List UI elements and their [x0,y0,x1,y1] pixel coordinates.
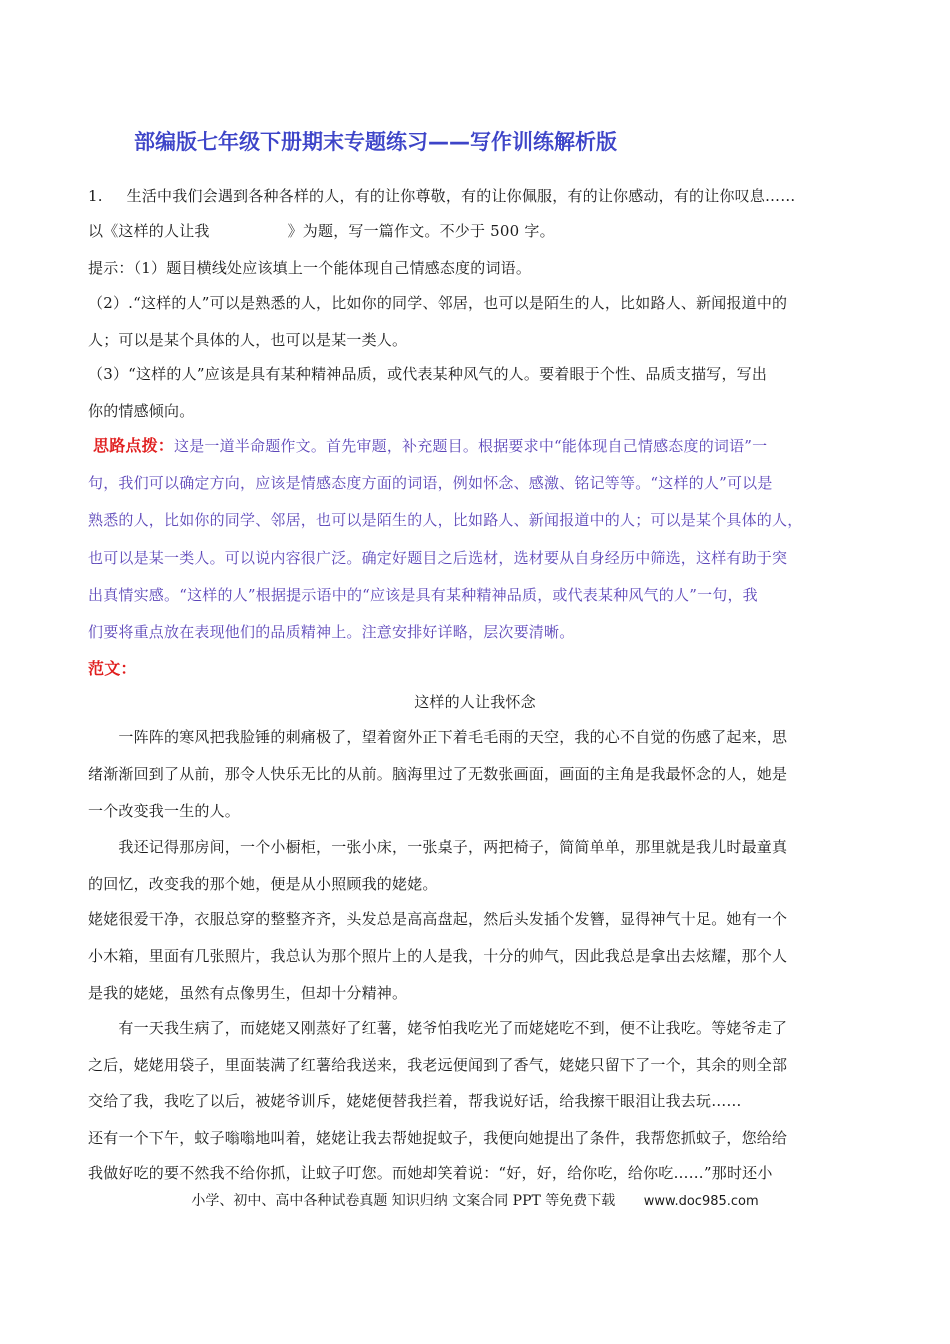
tip-line: （3）“这样的人”应该是具有某种精神品质，或代表某种风气的人。要着眼于个性、品质支描写，写出 [88,365,768,383]
essay-line: 小木箱，里面有几张照片，我总认为那个照片上的人是我，十分的帅气，因此我总是拿出去炫耀，那个人 [88,947,788,965]
analysis-line: 们要将重点放在表现他们的品质精神上。注意安排好详略，层次要清晰。 [88,623,575,641]
essay-line: 绪渐渐回到了从前，那令人快乐无比的从前。脑海里过了无数张画面，画面的主角是我最怀念的人，她是 [88,765,788,783]
tip-line: （2）.“这样的人”可以是熟悉的人，比如你的同学、邻居，也可以是陌生的人，比如路人、新闻报道中的 [88,294,788,312]
question-number: 1. [88,187,103,205]
tip-line: 提示：（1）题目横线处应该填上一个能体现自己情感态度的词语。 [88,259,532,277]
footer-url[interactable]: www.doc985.com [643,1194,759,1209]
essay-line: 一阵阵的寒风把我脸锤的刺痛极了，望着窗外正下着毛毛雨的天空，我的心不自觉的伤感了起来，思 [88,728,788,746]
essay-line: 交给了我，我吃了以后，被姥爷训斥，姥姥便替我拦着，帮我说好话，给我擦干眼泪让我去玩…… [88,1092,742,1110]
analysis-line: 出真情实感。“这样的人”根据提示语中的“应该是具有某种精神品质，或代表某种风气的人”一句，我 [88,586,758,604]
essay-label: 范文： [88,659,137,678]
tip-line: 人；可以是某个具体的人，也可以是某一类人。 [88,331,408,349]
tip-line: 你的情感倾向。 [88,402,195,420]
essay-line: 的回忆，改变我的那个她，便是从小照顾我的姥姥。 [88,875,438,893]
essay-line: 我做好吃的要不然我不给你抓，让蚊子叮您。而她却笑着说：“好，好，给你吃，给你吃……”那时还小 [88,1164,773,1182]
question-line-1 [88,186,795,206]
analysis-text: 这是一道半命题作文。首先审题，补充题目。根据要求中“能体现自己情感态度的词语”一 [174,437,768,455]
essay-line: 我还记得那房间，一个小橱柜，一张小床，一张桌子，两把椅子，简简单单，那里就是我儿时最童真 [88,838,788,856]
question-line-2 [88,221,555,241]
essay-line: 姥姥很爱干净，衣服总穿的整整齐齐，头发总是高高盘起，然后头发插个发簪，显得神气十足。她有一个 [88,910,788,928]
essay-title: 这样的人让我怀念 [414,693,536,711]
analysis-label: 思路点拨： [93,436,175,455]
essay-line: 有一天我生病了，而姥姥又刚蒸好了红薯，姥爷怕我吃光了而姥姥吃不到，便不让我吃。等姥爷走了 [88,1019,788,1037]
essay-line: 一个改变我一生的人。 [88,802,241,820]
question-title-end: 》为题，写一篇作文。不少于 500 字。 [287,222,555,240]
essay-line: 是我的姥姥，虽然有点像男生，但却十分精神。 [88,984,408,1002]
essay-line: 之后，姥姥用袋子，里面装满了红薯给我送来，我老远便闻到了香气，姥姥只留下了一个，其余的则全部 [88,1056,788,1074]
question-text: 生活中我们会遇到各种各样的人，有的让你尊敬，有的让你佩服，有的让你感动，有的让你叹息…… [126,187,796,205]
page-title: 部编版七年级下册期末专题练习——写作训练解析版 [134,130,617,154]
essay-line: 还有一个下午，蚊子嗡嗡地叫着，姥姥让我去帮她捉蚊子，我便向她提出了条件，我帮您抓蚊子，您给给 [88,1129,788,1147]
analysis-line-1 [93,436,767,456]
footer-text: 小学、初中、高中各种试卷真题 知识归纳 文案合同 PPT 等免费下载 [191,1193,616,1209]
analysis-line: 句，我们可以确定方向，应该是情感态度方面的词语，例如怀念、感激、铭记等等。“这样的人”可以是 [88,474,773,492]
analysis-line: 也可以是某一类人。可以说内容很广泛。确定好题目之后选材，选材要从自身经历中筛选，这样有助于突 [88,549,788,567]
question-title-start: 以《这样的人让我 [88,222,210,240]
page-footer [0,1191,950,1212]
analysis-line: 熟悉的人，比如你的同学、邻居，也可以是陌生的人，比如路人、新闻报道中的人；可以是某个具体的人， [88,511,803,529]
